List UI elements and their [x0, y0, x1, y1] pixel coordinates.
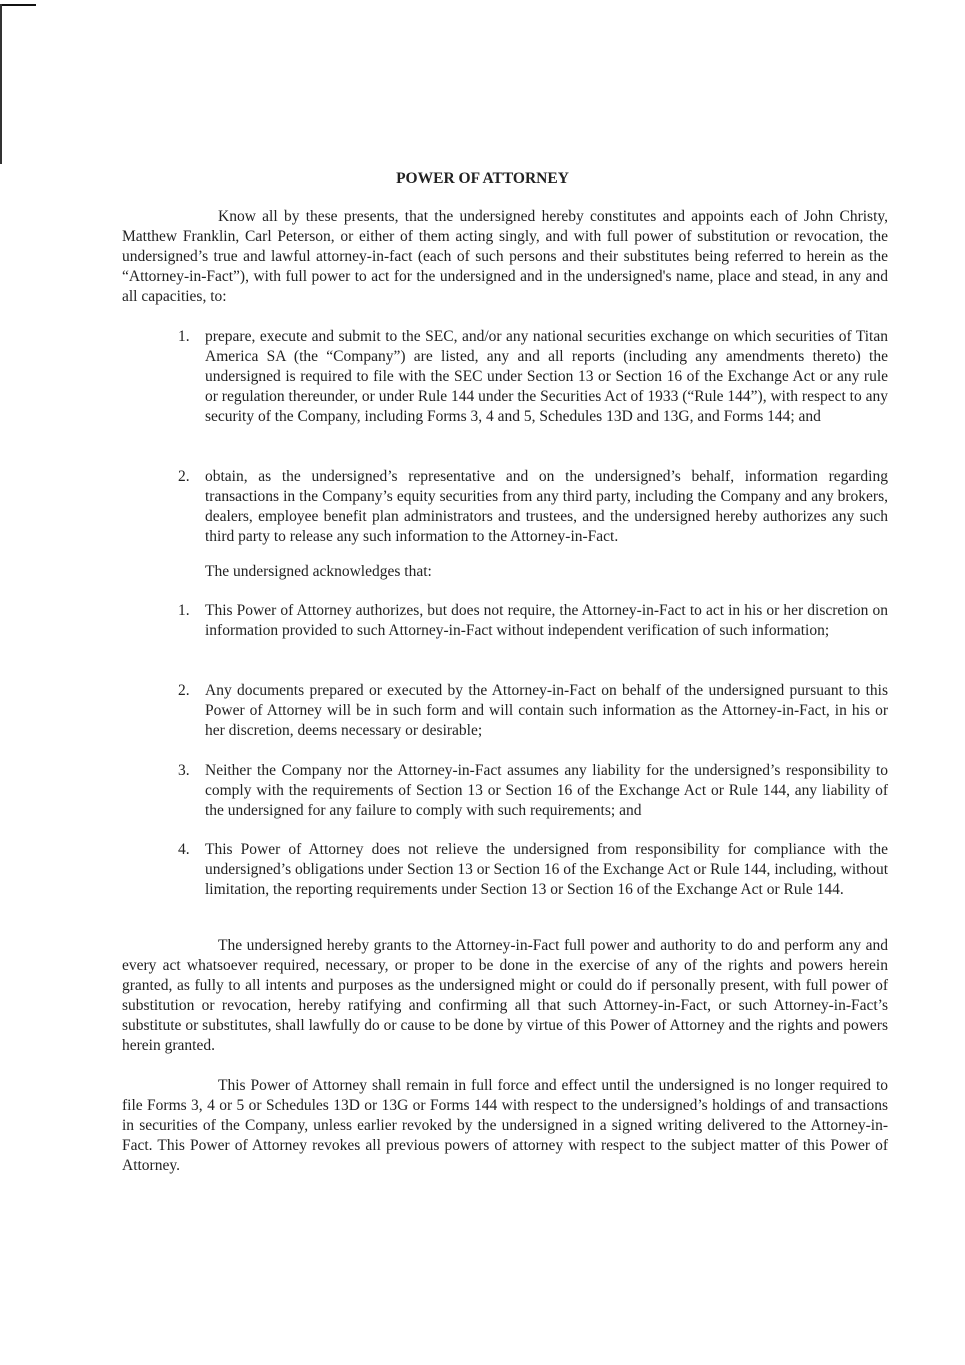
- acknowledgement-item-1: [178, 601, 888, 641]
- power-item-1: [178, 327, 888, 427]
- item-number: 1.: [178, 602, 190, 619]
- duration-paragraph: This Power of Attorney shall remain in full force and effect until the undersigned is no longer required to file Forms 3, 4 or 5 or Schedules 13D or 13G or Forms 144 with respect to the undersigned’s holdings of and transactions in securities of the Company, unless earlier revoked by the undersigned in a signed writing delivered to the Attorney-in-Fact. This Power of Attorney revokes all previous powers of attorney with respect to the subject matter of this Power of Attorney.: [122, 1077, 888, 1174]
- power-item-2: [178, 467, 888, 547]
- item-text: This Power of Attorney authorizes, but does not require, the Attorney-in-Fact to act in his or her discretion on information provided to such Attorney-in-Fact without independent verification of such information;: [205, 602, 888, 639]
- item-number: 3.: [178, 762, 190, 779]
- item-number: 4.: [178, 841, 190, 858]
- scan-edge-mark: [0, 4, 2, 164]
- item-number: 2.: [178, 682, 190, 699]
- item-text: This Power of Attorney does not relieve the undersigned from responsibility for compliance with the undersigned’s obligations under Section 13 or Section 16 of the Exchange Act or Rule 144, including, without limitation, the reporting requirements under Section 13 or Section 16 of the Exchange Act or Rule 144.: [205, 841, 888, 898]
- item-text: obtain, as the undersigned’s representative and on the undersigned’s behalf, information regarding transactions in the Company’s equity securities from any third party, including the Company and any brokers, dealers, employee benefit plan administrators and trustees, and the undersigned hereby authorizes any such third party to release any such information to the Attorney-in-Fact.: [205, 468, 888, 545]
- item-text: Any documents prepared or executed by the Attorney-in-Fact on behalf of the undersigned pursuant to this Power of Attorney will be in such form and will contain such information as the Attorney-in-Fact, in his or her discretion, deems necessary or desirable;: [205, 682, 888, 739]
- acknowledgement-item-4: [178, 840, 888, 900]
- acknowledgement-item-2: [178, 681, 888, 741]
- scan-corner-mark: [0, 4, 36, 6]
- grant-paragraph: The undersigned hereby grants to the Attorney-in-Fact full power and authority to do and perform any and every act whatsoever required, necessary, or proper to be done in the exercise of any of the rights and powers herein granted, as fully to all intents and purposes as the undersigned might or could do if personally present, with full power of substitution or revocation, hereby ratifying and confirming all that such Attorney-in-Fact, or such Attorney-in-Fact’s substitute or substitutes, shall lawfully do or cause to be done by virtue of this Power of Attorney and the rights and powers herein granted.: [122, 937, 888, 1054]
- acknowledges-intro: The undersigned acknowledges that:: [205, 563, 432, 580]
- item-number: 2.: [178, 468, 190, 485]
- intro-paragraph: Know all by these presents, that the undersigned hereby constitutes and appoints each of John Christy, Matthew Franklin, Carl Peterson, or either of them acting singly, and with full power of substitution or revocation, the undersigned’s true and lawful attorney-in-fact (each of such persons and their substitutes being referred to herein as the “Attorney-in-Fact”), with full power to act for the undersigned and in the undersigned's name, place and stead, in any and all capacities, to:: [122, 208, 888, 305]
- document-title: POWER OF ATTORNEY: [396, 170, 569, 187]
- item-text: prepare, execute and submit to the SEC, and/or any national securities exchange on which securities of Titan America SA (the “Company”) are listed, any and all reports (including any amendments thereto) the undersigned is required to file with the SEC under Section 13 or Section 16 of the Exchange Act or any rule or regulation thereunder, or under Rule 144 under the Securities Act of 1933 (“Rule 144”), with respect to any security of the Company, including Forms 3, 4 and 5, Schedules 13D and 13G, and Forms 144; and: [205, 328, 888, 425]
- acknowledgement-item-3: [178, 761, 888, 821]
- item-number: 1.: [178, 328, 190, 345]
- item-text: Neither the Company nor the Attorney-in-Fact assumes any liability for the undersigned’s responsibility to comply with the requirements of Section 13 or Section 16 of the Exchange Act or Rule 144, any liability of the undersigned for any failure to comply with such requirements; and: [205, 762, 888, 819]
